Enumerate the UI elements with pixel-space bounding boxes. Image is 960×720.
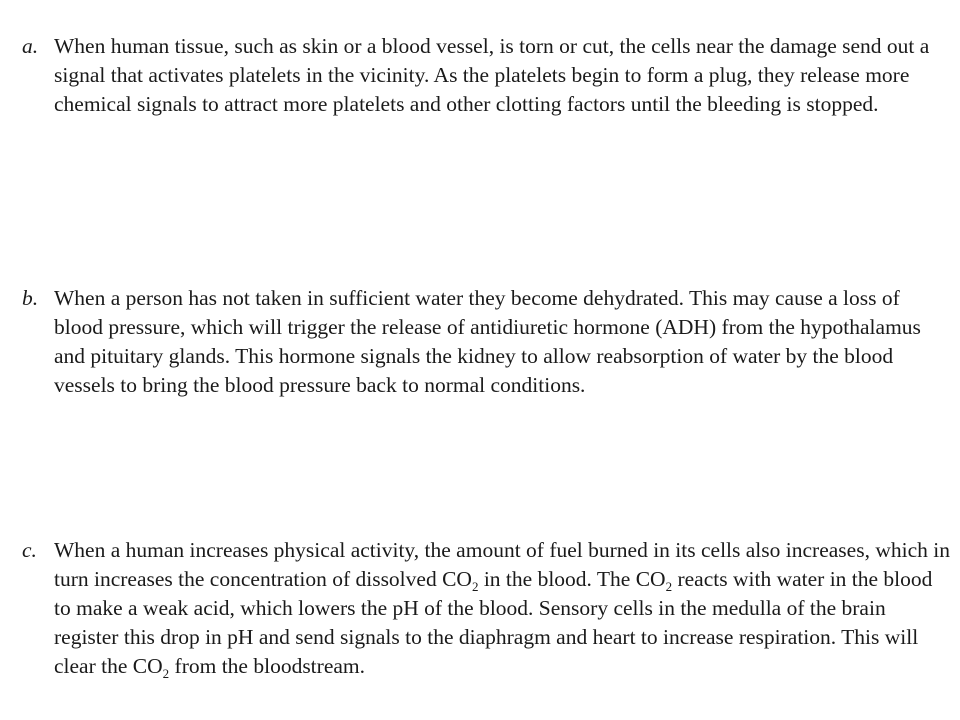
paragraph-c-part-3: reacts with water in the blood to make a weak acid, which lowers the pH of the blood. Sensory cells in the medulla of the brain register this drop in pH and send signals to the diaphragm and heart to increase respiration. This will clear the (54, 567, 933, 678)
paragraph-a-text: When human tissue, such as skin or a blood vessel, is torn or cut, the cells near the damage send out a signal that activates platelets in the vicinity. As the platelets begin to form a plug, they release more chemical signals to attract more platelets and other clotting factors until the bleeding is stopped. (54, 34, 930, 116)
paragraph-c-part-4: from the bloodstream. (169, 654, 365, 678)
co2-formula: $CO_2$ (442, 567, 479, 594)
co2-formula: $CO_2$ (132, 654, 170, 681)
paragraph-c-part-2: in the blood. The (478, 567, 636, 591)
paragraph-c (22, 536, 954, 681)
paragraph-b-text: When a person has not taken in sufficient water they become dehydrated. This may cause a loss of blood pressure, which will trigger the release of antidiuretic hormone (ADH) from the hypothalamus and pituitary glands. This hormone signals the kidney to allow reabsorption of water by the blood vessels to bring the blood pressure back to normal conditions. (54, 286, 921, 397)
paragraph-b (22, 284, 954, 400)
co2-formula: $CO_2$ (635, 567, 673, 594)
paragraph-b-marker: b. (22, 286, 39, 310)
paragraph-c-text (54, 536, 954, 681)
paragraph-c-marker: c. (22, 538, 37, 562)
paragraph-a (22, 32, 954, 119)
paragraph-c-part-1: When a human increases physical activity, the amount of fuel burned in its cells also increases, which in turn increases the concentration of dissolved (54, 538, 950, 591)
paragraph-a-marker: a. (22, 34, 39, 58)
